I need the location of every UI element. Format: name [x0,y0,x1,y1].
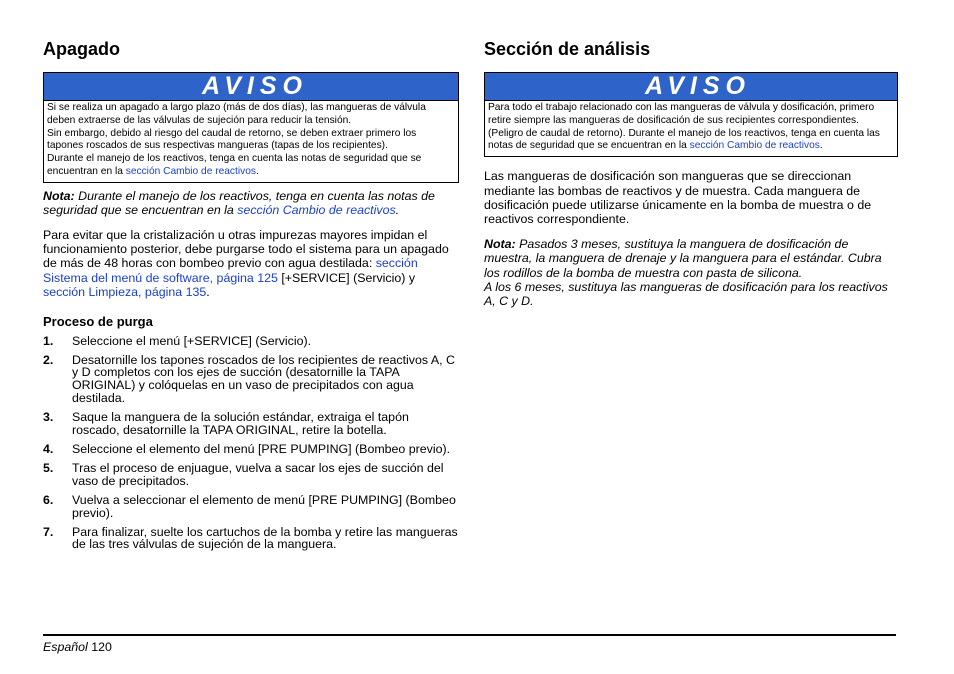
link-cambio-reactivos[interactable]: sección Cambio de reactivos [689,140,820,152]
subheading-proceso-purga: Proceso de purga [43,313,153,329]
notice-box [484,72,898,157]
notice-paragraph: Si se realiza un apagado a largo plazo (más de dos días), las mangueras de válvula deben extraerse de las válvulas de sujeción para reducir la tensión. [47,102,426,126]
note-label: Nota: [43,188,75,203]
list-item [43,335,459,348]
step-number: 1. [43,333,54,348]
note-paragraph: Nota: Durante el manejo de los reactivos, tenga en cuenta las notas de seguridad que se encuentran en la sección Cambio de reactivos. [43,188,435,218]
notice-title: AVISO [485,73,897,101]
page-number: 120 [91,640,112,654]
notice-title: AVISO [44,73,458,101]
notice-box [43,72,459,183]
notice-paragraph: Durante el manejo de los reactivos, tenga en cuenta las notas de seguridad que se encuentran en la sección Cambio de reactivos. [47,153,422,177]
link-cambio-reactivos[interactable]: sección Cambio de reactivos [237,203,396,218]
link-sistema-menu-software[interactable]: sección Sistema del menú de software, página 125 [43,256,418,285]
link-cambio-reactivos[interactable]: sección Cambio de reactivos [125,165,256,177]
notice-body [485,101,897,156]
body-paragraph: Para evitar que la cristalización u otras impurezas mayores impidan el funcionamiento posterior, debe purgarse todo el sistema para un apagado de más de 48 horas con bombeo previo con agua destilada: sección Sistema del menú de software, página 125 [+SERVICE] (Servicio) y sección Limpieza, página 135. [43,227,449,300]
step-number: 4. [43,441,54,456]
list-item [43,354,459,406]
step-number: 5. [43,460,54,475]
right-column [484,36,898,319]
notice-body [44,101,458,182]
note-label: Nota: [484,236,516,251]
steps-list [43,335,459,552]
note-paragraph: Nota: Pasados 3 meses, sustituya la manguera de dosificación de muestra, la manguera de drenaje y la manguera para el estándar. Cubra los rodillos de la bomba de muestra con pasta de silicona. A los 6 meses, sustituya las mangueras de dosificación para los reactivos A, C y D. [484,236,888,309]
step-number: 6. [43,492,54,507]
step-text: Para finalizar, suelte los cartuchos de la bomba y retire las mangueras de las tres válvulas de sujeción de la manguera. [72,524,458,552]
page-footer [43,640,112,654]
step-number: 2. [43,352,54,367]
list-item [43,411,459,437]
list-item [43,462,459,488]
footer-language: Español [43,640,88,654]
step-text: Desatornille los tapones roscados de los recipientes de reactivos A, C y D completos con los ejes de succión (desatornille la TAPA ORIGINAL) y colóquelas en un vaso de precipitados con agua destilada. [72,352,455,406]
body-paragraph: Las mangueras de dosificación son mangueras que se direccionan mediante las bombas de reactivos y de muestra. Cada manguera de dosificación puede utilizarse únicamente en la bomba de muestra o de reactivos correspondiente. [484,169,872,227]
notice-paragraph: Para todo el trabajo relacionado con las mangueras de válvula y dosificación, primero retire siempre las mangueras de dosificación de sus recipientes correspondientes. (Peligro de caudal de retorno). Durante el manejo de los reactivos, tenga en cuenta las notas de seguridad que se encuentran en la sección Cambio de reactivos. [488,102,880,152]
section-heading-analisis: Sección de análisis [484,39,651,59]
left-column [43,36,459,557]
step-text: Vuelva a seleccionar el elemento de menú [PRE PUMPING] (Bombeo previo). [72,492,456,520]
list-item [43,494,459,520]
section-heading-apagado: Apagado [43,39,121,59]
notice-paragraph: Sin embargo, debido al riesgo del caudal de retorno, se deben extraer primero los tapones roscados de sus respectivas mangueras (tapas de los recipientes). [47,127,417,152]
step-text: Saque la manguera de la solución estándar, extraiga el tapón roscado, desatornille la TAPA ORIGINAL, retire la botella. [72,410,409,438]
step-text: Seleccione el menú [+SERVICE] (Servicio). [72,333,312,348]
list-item [43,443,459,456]
step-number: 3. [43,410,54,425]
step-number: 7. [43,524,54,539]
footer-divider [43,634,896,636]
list-item [43,526,459,552]
step-text: Tras el proceso de enjuague, vuelva a sacar los ejes de succión del vaso de precipitados. [72,460,444,488]
step-text: Seleccione el elemento del menú [PRE PUMPING] (Bombeo previo). [72,441,451,456]
link-limpieza[interactable]: sección Limpieza, página 135 [43,285,207,300]
